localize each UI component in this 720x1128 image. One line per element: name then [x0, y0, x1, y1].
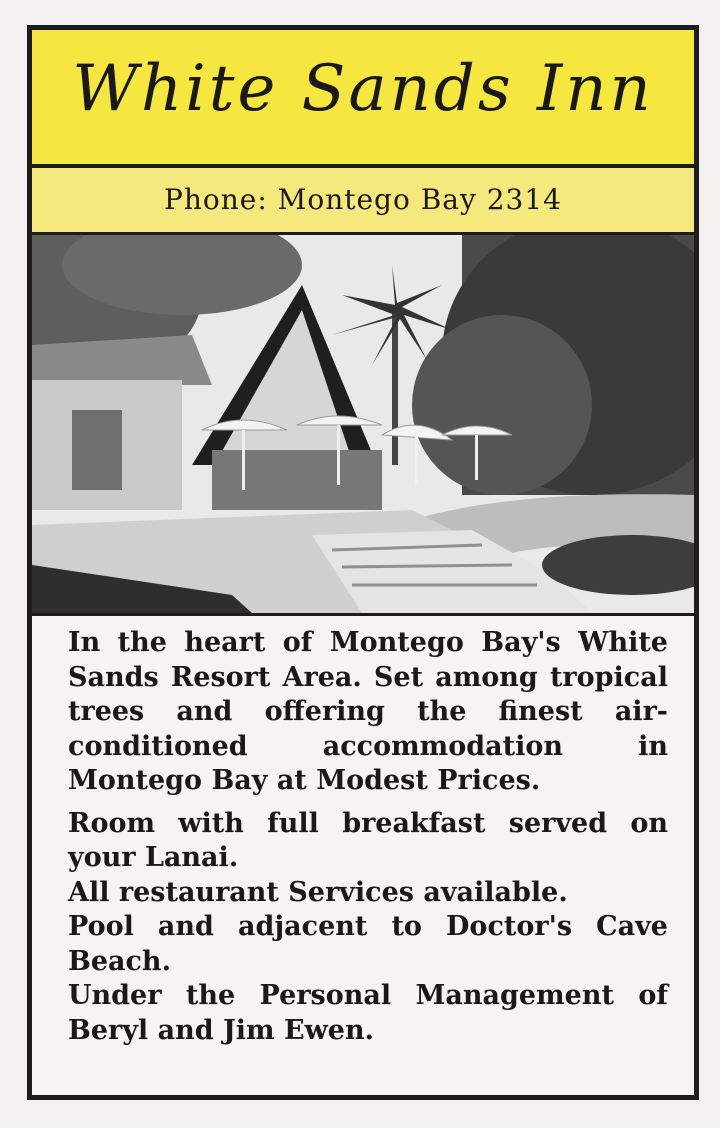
description-text [68, 626, 668, 1048]
description-paragraph-location: In the heart of Montego Bay's White Sands Resort Area. Set among tropical trees and offering the finest air-conditioned accommodation in Montego Bay at Modest Prices. [68, 627, 668, 796]
description-paragraph-room: Room with full breakfast served on your Lanai. [68, 807, 668, 873]
phone-band [32, 168, 694, 232]
description-paragraph-management: Under the Personal Management of Beryl and Jim Ewen. [68, 980, 668, 1046]
hotel-title: White Sands Inn [72, 52, 654, 126]
description-paragraph-pool: Pool and adjacent to Doctor's Cave Beach. [68, 911, 668, 977]
pool-scene-image [32, 235, 694, 613]
phone-number: Phone: Montego Bay 2314 [164, 183, 562, 216]
resort-photo [32, 232, 694, 616]
title-band [32, 30, 694, 168]
description-paragraph-restaurant: All restaurant Services available. [68, 876, 568, 908]
card-frame [27, 25, 699, 1100]
